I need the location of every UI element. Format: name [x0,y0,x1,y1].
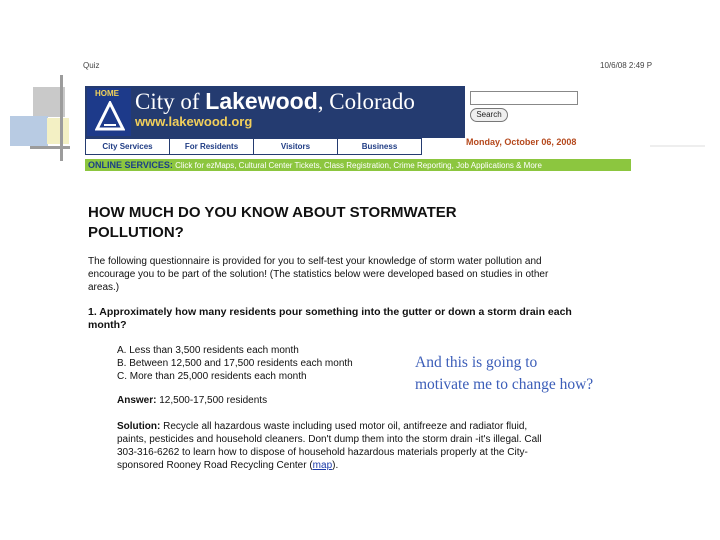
solution-text: Recycle all hazardous waste including used motor oil, antifreeze and radiator fluid, paints, pesticides and household cleaners. Don't dump them into the storm drain -it's illegal. Call 303-316-6262 to learn how to dispose of household hazardous materials properly at the City-sponsored Rooney Road Recycling Center ( [117,421,542,471]
option-b: B. Between 12,500 and 17,500 residents each month [117,358,353,369]
annotation-line-1: And this is going to [415,354,538,371]
answer-options [117,344,353,383]
lakewood-logo-icon [95,101,125,133]
print-header-timestamp: 10/6/08 2:49 P [600,61,653,70]
nav-tab-visitors[interactable]: Visitors [254,139,338,154]
answer-line [117,395,267,406]
decorative-square-blue [10,116,48,146]
online-services-bar[interactable] [85,159,631,171]
intro-paragraph: The following questionnaire is provided for you to self-test your knowledge of storm water pollution and encourage you to be part of the solution! (The statistics below were developed based on studies in other areas.) [88,256,549,293]
nav-tab-for-residents[interactable]: For Residents [170,139,254,154]
option-a: A. Less than 3,500 residents each month [117,345,299,356]
online-services-text: Click for ezMaps, Cultural Center Tickets, Class Registration, Crime Reporting, Job Applications & More [175,161,542,170]
current-date: Monday, October 06, 2008 [466,137,577,147]
decorative-horizontal-line [30,146,70,149]
option-c: C. More than 25,000 residents each month [117,371,307,382]
solution-end: ). [332,460,339,471]
decorative-faint-line [650,145,705,147]
city-title: City of Lakewood, Colorado [135,88,415,114]
home-logo[interactable] [87,88,131,136]
site-url: www.lakewood.org [135,114,253,129]
question-text: 1. Approximately how many residents pour something into the gutter or down a storm drain each month? [88,306,572,331]
search-button[interactable]: Search [470,108,508,122]
print-header-title: Quiz [83,61,100,70]
nav-tab-business[interactable]: Business [361,142,398,151]
answer-text: 12,500-17,500 residents [156,395,268,406]
site-banner [85,86,465,138]
nav-tab-city-services[interactable]: City Services [86,139,170,154]
main-nav [85,138,422,155]
home-label: HOME [95,89,119,98]
annotation-line-2: motivate me to change how? [415,376,594,393]
online-services-label: ONLINE SERVICES: [88,160,173,170]
solution-label: Solution: [117,421,161,432]
answer-label: Answer: [117,395,157,406]
slide-annotation [415,352,593,396]
map-link[interactable]: map [312,460,333,471]
search-input[interactable] [470,91,578,105]
solution-paragraph [117,420,557,472]
decorative-square-yellow [47,118,69,144]
page-title: HOW MUCH DO YOU KNOW ABOUT STORMWATER POLLUTION? [88,204,457,241]
